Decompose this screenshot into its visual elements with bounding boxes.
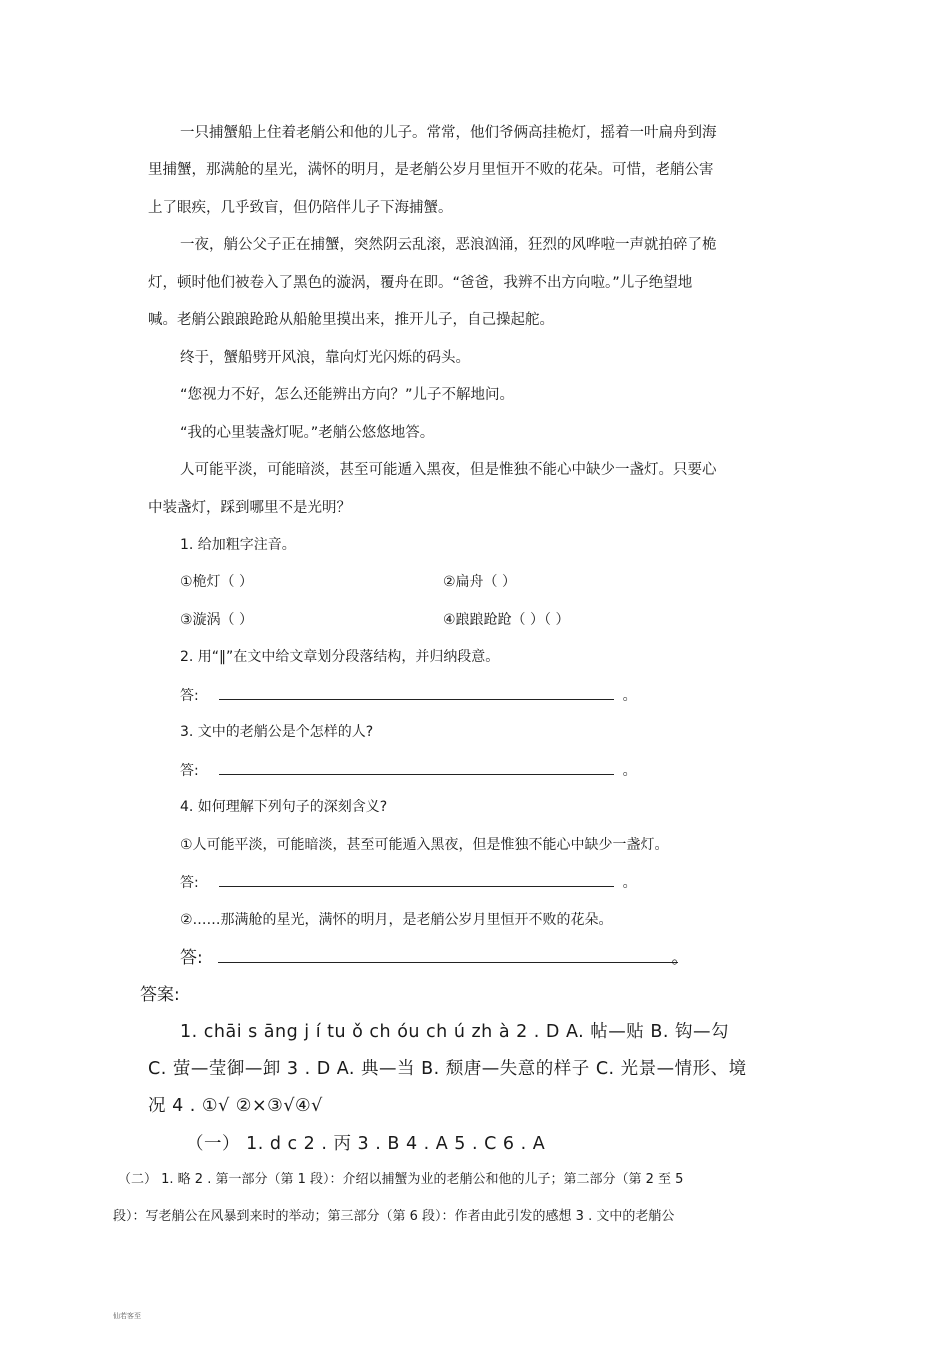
question-1-item: ④踉踉跄跄（ ）（ ） bbox=[443, 612, 570, 628]
answer-line-3 bbox=[180, 760, 637, 781]
passage-line: 一只捕蟹船上住着老艄公和他的儿子。常常，他们爷俩高挂桅灯，摇着一叶扁舟到海 bbox=[180, 125, 717, 141]
answer-blank[interactable] bbox=[219, 760, 614, 775]
answer-key-line: （一） 1. d c 2 . 丙 3 . B 4 . A 5 . C 6 . A bbox=[186, 1134, 546, 1154]
question-1-item: ③漩涡（ ） bbox=[180, 612, 254, 628]
passage-line: 终于，蟹船劈开风浪，靠向灯光闪烁的码头。 bbox=[180, 350, 470, 366]
passage-line: 人可能平淡，可能暗淡，甚至可能遁入黑夜，但是惟独不能心中缺少一盏灯。只要心 bbox=[180, 462, 717, 478]
answer-line-4-1 bbox=[180, 872, 637, 893]
question-3: 3. 文中的老艄公是个怎样的人? bbox=[180, 724, 374, 740]
answer-key-line: C. 萤—莹御—卸 3 . D A. 典—当 B. 颓唐—失意的样子 C. 光景—情形、境 bbox=[148, 1059, 747, 1079]
answer-line-4-2 bbox=[180, 946, 689, 970]
question-1: 1. 给加粗字注音。 bbox=[180, 537, 296, 553]
answer-blank[interactable] bbox=[219, 872, 614, 887]
answer-key-line: （二） 1. 略 2 . 第一部分（第 1 段）：介绍以捕蟹为业的老艄公和他的儿子；第二部分（第 2 至 5 bbox=[118, 1172, 684, 1187]
footer-note: 仙若客至 bbox=[113, 1312, 141, 1320]
answers-heading: 答案: bbox=[140, 985, 180, 1005]
answer-period: 。 bbox=[671, 948, 689, 968]
answer-prefix: 答: bbox=[180, 763, 199, 779]
question-1-item: ②扁舟（ ） bbox=[443, 574, 517, 590]
answer-period: 。 bbox=[622, 688, 637, 704]
answer-period: 。 bbox=[622, 763, 637, 779]
answer-blank[interactable] bbox=[219, 685, 614, 700]
question-2: 2. 用“‖”在文中给文章划分段落结构，并归纳段意。 bbox=[180, 649, 500, 665]
passage-line: “我的心里装盏灯呢。”老艄公悠悠地答。 bbox=[180, 425, 435, 441]
answer-key-line: 况 4 . ①√ ②×③√④√ bbox=[148, 1096, 323, 1116]
passage-line: 灯，顿时他们被卷入了黑色的漩涡，覆舟在即。“爸爸，我辨不出方向啦。”儿子绝望地 bbox=[148, 275, 693, 291]
answer-blank[interactable] bbox=[218, 946, 678, 963]
answer-prefix: 答: bbox=[180, 688, 199, 704]
answer-line-2 bbox=[180, 685, 637, 706]
question-4-sentence-2: ②……那满舱的星光，满怀的明月，是老艄公岁月里恒开不败的花朵。 bbox=[180, 912, 613, 928]
answer-period: 。 bbox=[622, 875, 637, 891]
passage-line: 里捕蟹，那满舱的星光，满怀的明月，是老艄公岁月里恒开不败的花朵。可惜，老艄公害 bbox=[148, 162, 714, 178]
passage-line: 上了眼疾，几乎致盲，但仍陪伴儿子下海捕蟹。 bbox=[148, 200, 453, 216]
passage-line: 喊。老艄公踉踉跄跄从船舱里摸出来，推开儿子，自己操起舵。 bbox=[148, 312, 554, 328]
question-1-item: ①桅灯（ ） bbox=[180, 574, 254, 590]
question-4-sentence-1: ①人可能平淡，可能暗淡，甚至可能遁入黑夜，但是惟独不能心中缺少一盏灯。 bbox=[180, 837, 669, 853]
answer-prefix: 答: bbox=[180, 948, 203, 968]
passage-line: 中装盏灯，踩到哪里不是光明？ bbox=[148, 500, 351, 516]
answer-prefix: 答: bbox=[180, 875, 199, 891]
passage-line: “您视力不好，怎么还能辨出方向？”儿子不解地问。 bbox=[180, 387, 515, 403]
answer-key-line: 段）：写老艄公在风暴到来时的举动；第三部分（第 6 段）：作者由此引发的感想 3 . 文中的老艄公 bbox=[113, 1209, 675, 1224]
answer-key-line: 1. chāi s āng j í tu ǒ ch óu ch ú zh à 2 . D A. 帖—贴 B. 钩—勾 bbox=[180, 1022, 729, 1042]
passage-line: 一夜，艄公父子正在捕蟹，突然阴云乱滚，恶浪汹涌，狂烈的风哗啦一声就拍碎了桅 bbox=[180, 237, 717, 253]
question-4: 4. 如何理解下列句子的深刻含义? bbox=[180, 799, 388, 815]
